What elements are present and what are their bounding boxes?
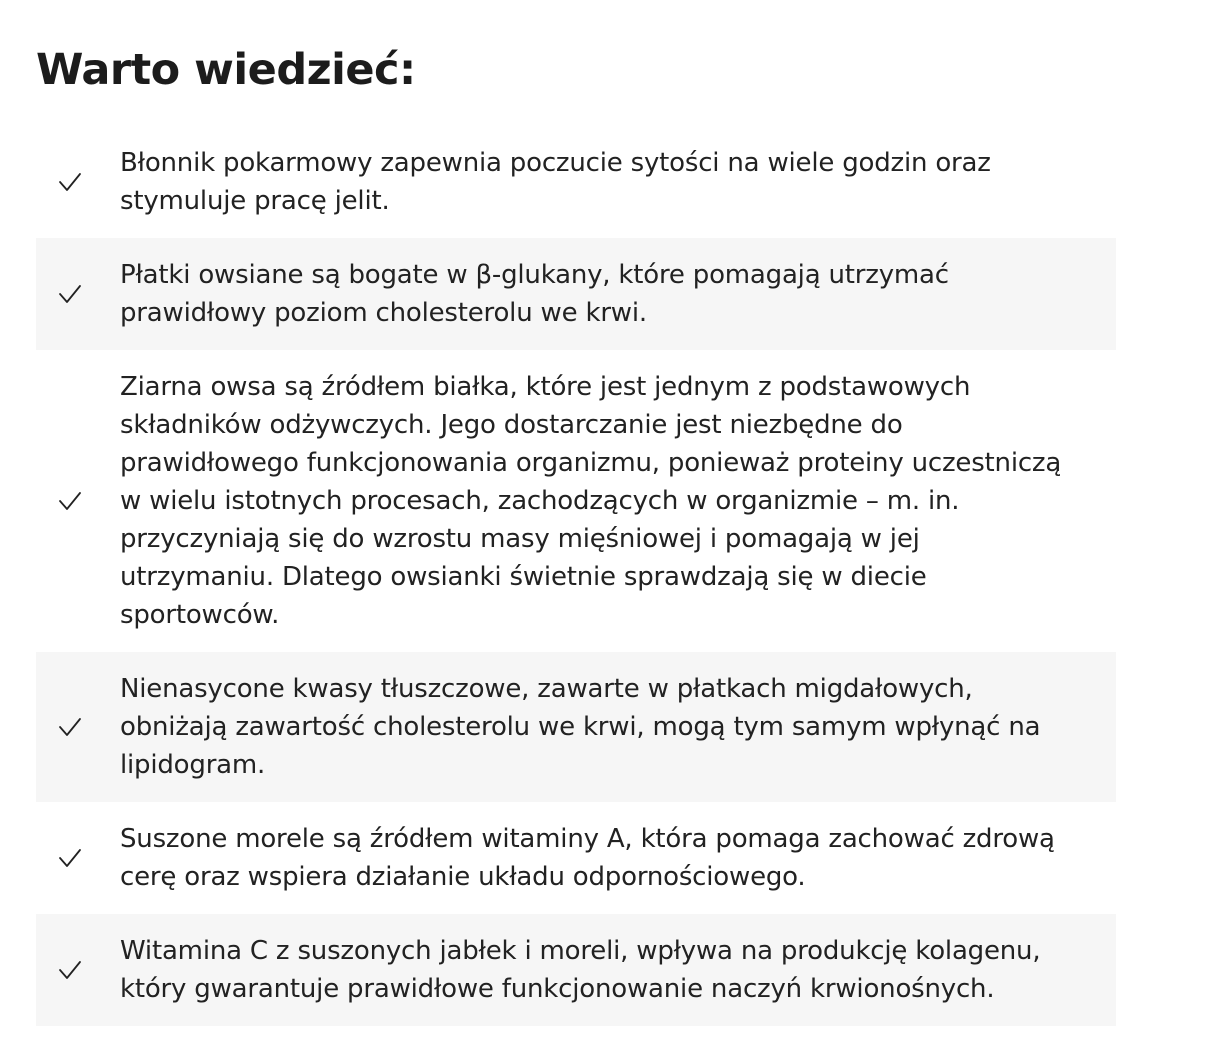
check-icon xyxy=(36,715,120,739)
check-icon xyxy=(36,958,120,982)
section-title: Warto wiedzieć: xyxy=(36,45,416,95)
check-icon xyxy=(36,846,120,870)
fact-item-2 xyxy=(36,238,1116,350)
fact-item-6 xyxy=(36,914,1116,1026)
top-strip xyxy=(0,0,1216,40)
fact-text: Płatki owsiane są bogate w β-glukany, które pomagają utrzymać prawidłowy poziom cholesterolu we krwi. xyxy=(120,260,949,328)
fact-item-1 xyxy=(36,126,1116,238)
fact-item-3 xyxy=(36,350,1116,652)
fact-item-4 xyxy=(36,652,1116,802)
fact-text: Suszone morele są źródłem witaminy A, która pomaga zachować zdrową cerę oraz wspiera działanie układu odpornościowego. xyxy=(120,824,1055,892)
facts-list xyxy=(36,126,1116,1026)
fact-text: Błonnik pokarmowy zapewnia poczucie sytości na wiele godzin oraz stymuluje pracę jelit. xyxy=(120,148,991,216)
fact-text: Nienasycone kwasy tłuszczowe, zawarte w płatkach migdałowych, obniżają zawartość cholesterolu we krwi, mogą tym samym wpłynąć na lipidogram. xyxy=(120,674,1041,780)
check-icon xyxy=(36,170,120,194)
check-icon xyxy=(36,489,120,513)
check-icon xyxy=(36,282,120,306)
fact-text: Witamina C z suszonych jabłek i moreli, wpływa na produkcję kolagenu, który gwarantuje prawidłowe funkcjonowanie naczyń krwionośnych. xyxy=(120,936,1041,1004)
fact-item-5 xyxy=(36,802,1116,914)
fact-text: Ziarna owsa są źródłem białka, które jest jednym z podstawowych składników odżywczych. Jego dostarczanie jest niezbędne do prawidłowego funkcjonowania organizmu, ponieważ proteiny uczestniczą w wielu istotnych procesach, zachodzących w organizmie – m. in. przyczyniają się do wzrostu masy mięśniowej i pomagają w jej utrzymaniu. Dlatego owsianki świetnie sprawdzają się w diecie sportowców. xyxy=(120,372,1062,630)
